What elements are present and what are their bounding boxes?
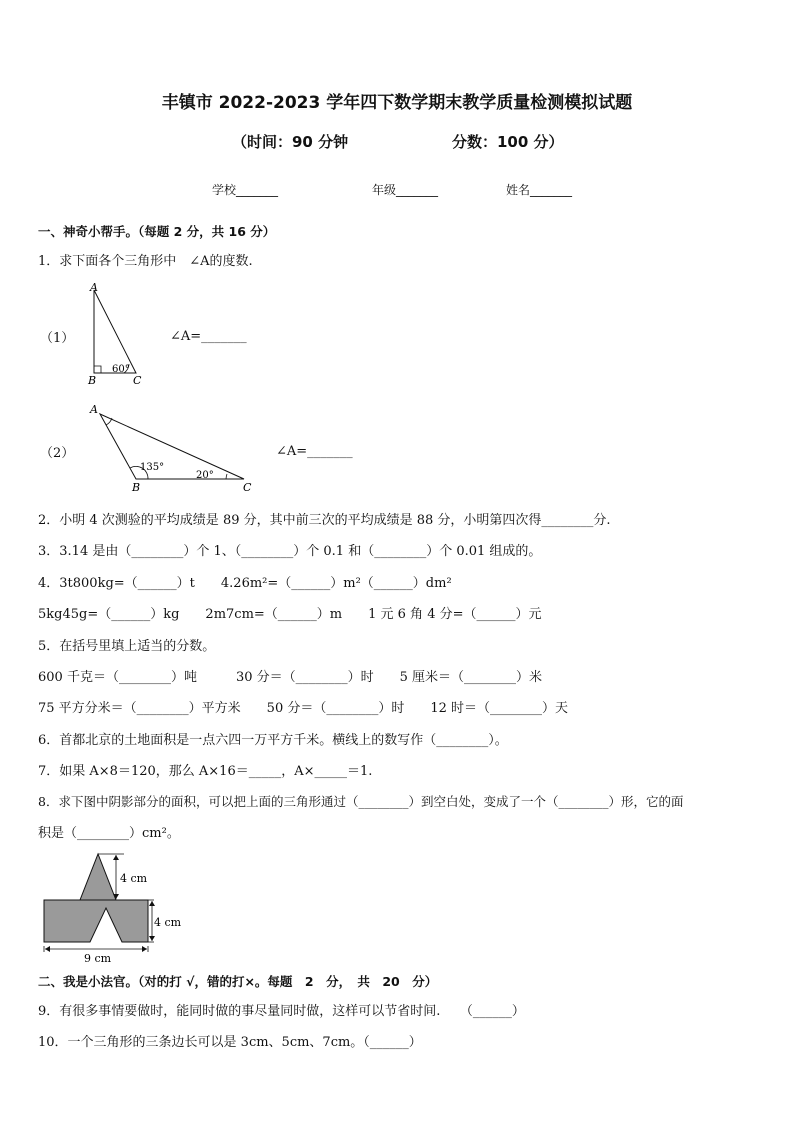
lower-shaded-shape	[44, 900, 148, 942]
vertex-c-label: C	[243, 481, 252, 494]
name-field: 姓名_______	[506, 183, 573, 197]
upper-height-label: 4 cm	[120, 872, 148, 885]
angle-20-label: 20°	[196, 470, 214, 481]
q1-part1-answer: ∠A=_______	[170, 329, 247, 344]
width-label: 9 cm	[84, 952, 112, 965]
triangle-figure-2	[86, 400, 258, 496]
total-score: 分数：100 分）	[452, 133, 564, 151]
question-6: 6．首都北京的土地面积是一点六四一万平方千米。横线上的数写作（________）。	[38, 733, 508, 748]
section-1-heading: 一、神奇小帮手。（每题 2 分，共 16 分）	[38, 224, 276, 239]
vertex-b-label: B	[132, 481, 141, 494]
section-2-heading: 二、我是小法官。（对的打 √，错的打×。每题 2 分， 共 20 分）	[38, 974, 438, 989]
arrow-head	[149, 936, 155, 941]
question-8-line-1: 8．求下图中阴影部分的面积，可以把上面的三角形通过（________）到空白处，变成了一个（________）形，它的面	[38, 794, 684, 809]
vertex-b-label: B	[88, 374, 97, 387]
vertex-c-label: C	[133, 374, 142, 387]
q1-part2-label: （2）	[40, 446, 75, 461]
angle-c-arc	[226, 474, 227, 479]
question-1: 1．求下面各个三角形中 ∠A的度数.	[38, 254, 253, 269]
time-limit: （时间：90 分钟	[232, 133, 349, 151]
vertex-a-label: A	[90, 281, 98, 294]
arrow-head	[142, 946, 147, 952]
upper-triangle	[80, 854, 116, 900]
vertex-a-label: A	[90, 403, 98, 416]
question-2: 2．小明 4 次测验的平均成绩是 89 分，其中前三次的平均成绩是 88 分，小明第四次得________分.	[38, 513, 611, 528]
question-5-line-2: 75 平方分米＝（________）平方米 50 分＝（________）时 12 时＝（________）天	[38, 701, 569, 716]
lower-height-label: 4 cm	[154, 916, 182, 929]
shaded-area-figure	[36, 846, 196, 966]
question-9: 9．有很多事情要做时，能同时做的事尽量同时做，这样可以节省时间. （______）	[38, 1004, 525, 1019]
question-7: 7．如果 A×8＝120，那么 A×16＝_____，A×_____＝1.	[38, 764, 373, 779]
angle-60-label: 60°	[112, 364, 130, 375]
triangle-figure-1	[80, 280, 160, 388]
school-field: 学校_______	[212, 183, 279, 197]
question-5: 5．在括号里填上适当的分数。	[38, 639, 216, 654]
arrow-head	[45, 946, 50, 952]
question-3: 3．3.14 是由（________）个 1、（________）个 0.1 和（________）个 0.01 组成的。	[38, 544, 542, 559]
triangle-2-shape	[100, 414, 244, 479]
triangle-1-shape	[94, 290, 136, 373]
angle-135-label: 135°	[140, 462, 165, 473]
question-10: 10．一个三角形的三条边长可以是 3cm、5cm、7cm。（______）	[38, 1035, 422, 1050]
exam-title: 丰镇市 2022-2023 学年四下数学期末教学质量检测模拟试题	[161, 93, 633, 113]
question-4-line-1: 4．3t800kg=（______）t 4.26m²=（______）m²（______）dm²	[38, 576, 452, 591]
question-4-line-2: 5kg45g=（______）kg 2m7cm=（______）m 1 元 6 角 4 分=（______）元	[38, 607, 542, 622]
arrow-head	[149, 901, 155, 906]
question-5-line-1: 600 千克＝（________）吨 30 分＝（________）时 5 厘米＝（________）米	[38, 670, 543, 685]
grade-field: 年级_______	[372, 183, 439, 197]
question-8-line-2: 积是（________）cm²。	[38, 826, 180, 841]
arrow-head	[113, 855, 119, 860]
q1-part2-answer: ∠A=_______	[276, 444, 353, 459]
q1-part1-label: （1）	[40, 331, 75, 346]
right-angle-mark	[94, 366, 101, 373]
